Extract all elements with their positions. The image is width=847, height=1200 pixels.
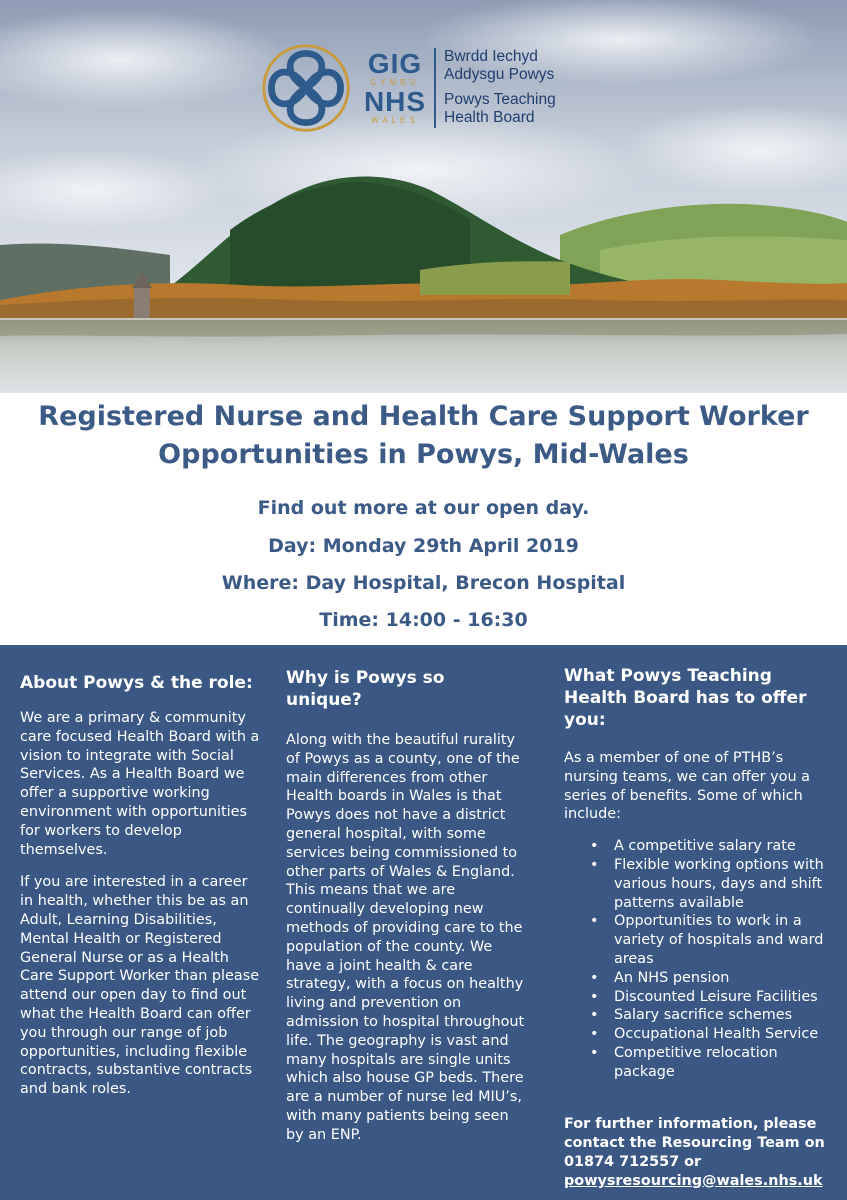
logo-divider	[434, 48, 436, 128]
title-line2: Opportunities in Powys, Mid-Wales	[158, 439, 689, 470]
benefit-item: • A competitive salary rate	[590, 837, 834, 856]
cymru-text: CYMRU	[370, 77, 420, 87]
benefit-item: • Occupational Health Service	[590, 1025, 834, 1044]
benefits-list	[590, 837, 834, 1081]
offer-heading: What Powys Teaching Health Board has to offer you:	[564, 666, 807, 730]
hero-landscape-image	[0, 0, 847, 393]
welsh-name-line2: Addysgu Powys	[444, 66, 555, 83]
gig-nhs-wordmark	[360, 47, 430, 126]
unique-heading: Why is Powys so unique?	[286, 668, 445, 710]
open-day-location: Where: Day Hospital, Brecon Hospital	[221, 572, 626, 594]
welsh-name-line1: Bwrdd Iechyd	[444, 47, 538, 65]
contact-info	[564, 1115, 834, 1191]
about-column	[20, 645, 260, 1099]
about-paragraph-1: We are a primary & community care focused Health Board with a vision to integrate with Social Services. As a Health Board we offer a supportive working environment with opportunities for workers to develop themselves.	[20, 710, 260, 858]
info-panel	[0, 645, 847, 1200]
english-name-line1: Powys Teaching	[444, 90, 556, 108]
benefit-item: • Flexible working options with various hours, days and shift patterns available	[590, 856, 834, 912]
page-title	[0, 398, 847, 474]
unique-paragraph: Along with the beautiful rurality of Powys as a county, one of the main differences from other Health boards in Wales is that Powys does not have a district general hospital, with some services being commissioned to other parts of Wales & England. This means that we are continually developing new methods of providing care to the population of the county. We have a joint health & care strategy, with a focus on healthy living and prevention on admission to hospital throughout life. The geography is vast and many hospitals are single units which also house GP beds. There are a number of nurse led MIU’s, with many patients being seen by an ENP.	[286, 732, 525, 1143]
benefit-item: • Salary sacrifice schemes	[590, 1006, 834, 1025]
benefit-item: • Competitive relocation package	[590, 1044, 834, 1082]
health-board-name	[444, 48, 556, 128]
nhs-wales-logo	[258, 40, 556, 135]
wales-text: WALES	[371, 115, 419, 125]
celtic-knot-icon	[258, 40, 354, 136]
open-day-time: Time: 14:00 - 16:30	[319, 609, 528, 631]
benefit-item: • Opportunities to work in a variety of hospitals and ward areas	[590, 912, 834, 968]
title-line1: Registered Nurse and Health Care Support Worker	[38, 401, 809, 432]
open-day-date: Day: Monday 29th April 2019	[268, 535, 579, 557]
nhs-text: NHS	[363, 85, 427, 117]
contact-text: For further information, please contact the Resourcing Team on 01874 712557 or	[564, 1115, 825, 1170]
offer-column	[564, 645, 834, 1191]
unique-column	[286, 645, 526, 1145]
about-heading: About Powys & the role:	[20, 673, 253, 693]
benefit-item: • An NHS pension	[590, 969, 834, 988]
about-paragraph-2: If you are interested in a career in health, whether this be as an Adult, Learning Disabilities, Mental Health or Registered General Nurse or as a Health Care Support Worker than please attend our open day to find out what the Health Board can offer you through our range of job opportunities, including flexible contracts, substantive contracts and bank roles.	[20, 874, 260, 1098]
gig-text: GIG	[367, 47, 423, 79]
english-name-line2: Health Board	[444, 109, 535, 126]
offer-intro: As a member of one of PTHB’s nursing teams, we can offer you a series of benefits. Some of which include:	[564, 750, 810, 823]
open-day-intro: Find out more at our open day.	[257, 497, 590, 519]
contact-email-link[interactable]: powysresourcing@wales.nhs.uk	[564, 1172, 823, 1189]
benefit-item: • Discounted Leisure Facilities	[590, 988, 834, 1007]
